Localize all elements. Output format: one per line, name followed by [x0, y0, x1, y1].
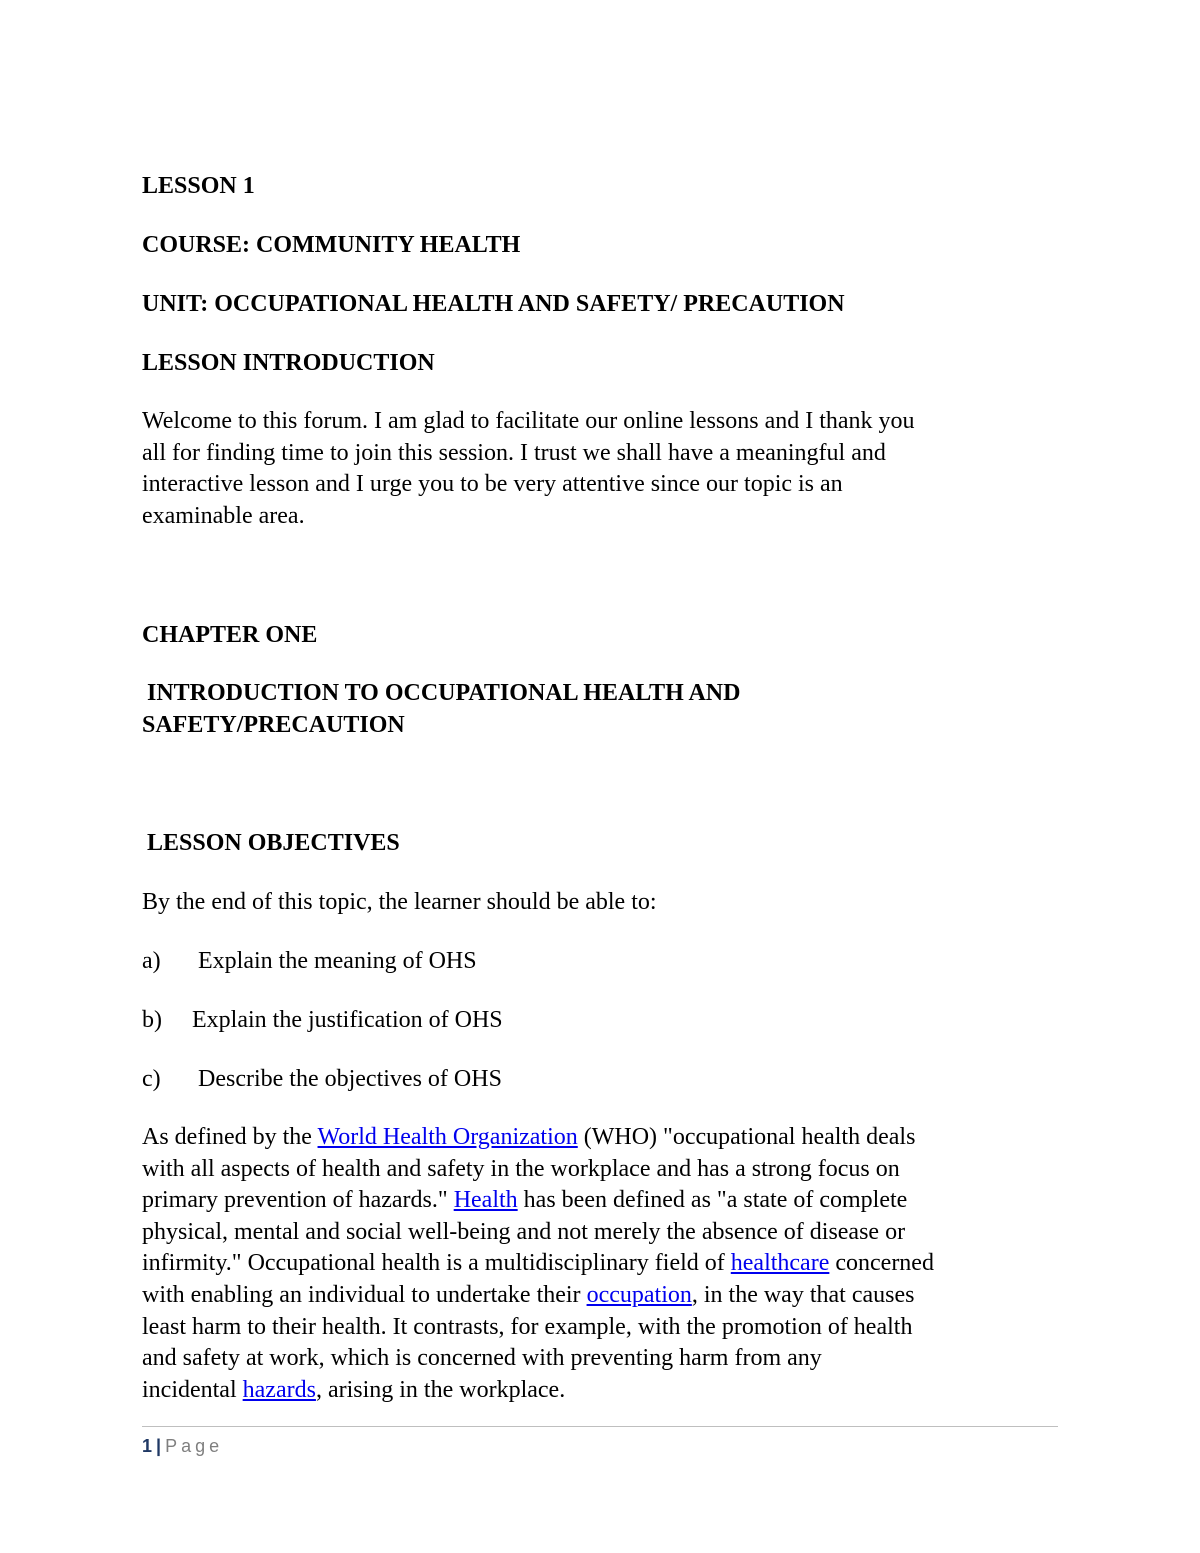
- definition-text: As defined by the: [142, 1124, 318, 1150]
- objective-text: Describe the objectives of OHS: [198, 1066, 502, 1092]
- definition-line: with all aspects of health and safety in the workplace and has a strong focus on: [142, 1155, 900, 1182]
- definition-text: primary prevention of hazards.": [142, 1187, 454, 1214]
- objective-item: [142, 945, 477, 977]
- definition-line: least harm to their health. It contrasts, for example, with the promotion of health: [142, 1313, 913, 1340]
- definition-text: concerned: [829, 1250, 934, 1277]
- objective-item: [142, 1004, 503, 1036]
- intro-line: examinable area.: [142, 502, 305, 529]
- intro-paragraph: [142, 406, 1062, 532]
- definition-text: (WHO) "occupational health deals: [577, 1124, 916, 1150]
- intro-line: all for finding time to join this session. I trust we shall have a meaningful and: [142, 439, 886, 466]
- definition-line: [142, 1185, 1062, 1217]
- intro-line: interactive lesson and I urge you to be very attentive since our topic is an: [142, 471, 843, 498]
- objectives-heading: LESSON OBJECTIVES: [147, 830, 400, 856]
- course-title: COURSE: COMMUNITY HEALTH: [142, 232, 521, 258]
- definition-text: , arising in the workplace.: [315, 1376, 566, 1403]
- footer-divider: [142, 1426, 1058, 1427]
- definition-line: [142, 1280, 1062, 1312]
- page-number: 1: [142, 1436, 153, 1456]
- intro-heading: LESSON INTRODUCTION: [142, 350, 435, 376]
- objectives-lead: By the end of this topic, the learner should be able to:: [142, 889, 657, 915]
- link-health[interactable]: Health: [453, 1187, 518, 1214]
- unit-title: UNIT: OCCUPATIONAL HEALTH AND SAFETY/ PRECAUTION: [142, 291, 845, 317]
- link-hazards[interactable]: hazards: [242, 1376, 316, 1403]
- objective-marker: b): [142, 1007, 162, 1033]
- definition-text: , in the way that causes: [691, 1281, 915, 1308]
- page-label: Page: [165, 1436, 224, 1456]
- lesson-number: LESSON 1: [142, 173, 255, 199]
- definition-line: [142, 1248, 1062, 1280]
- definition-line: [142, 1375, 1062, 1407]
- definition-line: physical, mental and social well-being and not merely the absence of disease or: [142, 1218, 906, 1245]
- link-world-health-organization[interactable]: World Health Organization: [317, 1124, 578, 1150]
- chapter-title-line: SAFETY/PRECAUTION: [142, 712, 405, 738]
- objective-text: Explain the justification of OHS: [192, 1007, 503, 1033]
- definition-text: infirmity." Occupational health is a multidisciplinary field of: [142, 1250, 731, 1277]
- link-occupation[interactable]: occupation: [586, 1281, 692, 1308]
- footer-separator: |: [156, 1436, 162, 1456]
- objective-item: [142, 1063, 502, 1095]
- definition-paragraph: [142, 1122, 1062, 1406]
- definition-text: with enabling an individual to undertake their: [142, 1281, 587, 1308]
- intro-line: Welcome to this forum. I am glad to facilitate our online lessons and I thank you: [142, 408, 915, 434]
- definition-line: [142, 1122, 1062, 1154]
- definition-text: incidental: [142, 1376, 243, 1403]
- chapter-title-line: INTRODUCTION TO OCCUPATIONAL HEALTH AND: [147, 680, 741, 706]
- chapter-label: CHAPTER ONE: [142, 622, 318, 648]
- objective-marker: c): [142, 1066, 161, 1092]
- link-healthcare[interactable]: healthcare: [730, 1250, 830, 1277]
- page-footer: [142, 1434, 223, 1458]
- objective-text: Explain the meaning of OHS: [198, 948, 477, 974]
- definition-line: and safety at work, which is concerned with preventing harm from any: [142, 1345, 822, 1372]
- objective-marker: a): [142, 948, 161, 974]
- definition-text: has been defined as "a state of complete: [517, 1187, 908, 1214]
